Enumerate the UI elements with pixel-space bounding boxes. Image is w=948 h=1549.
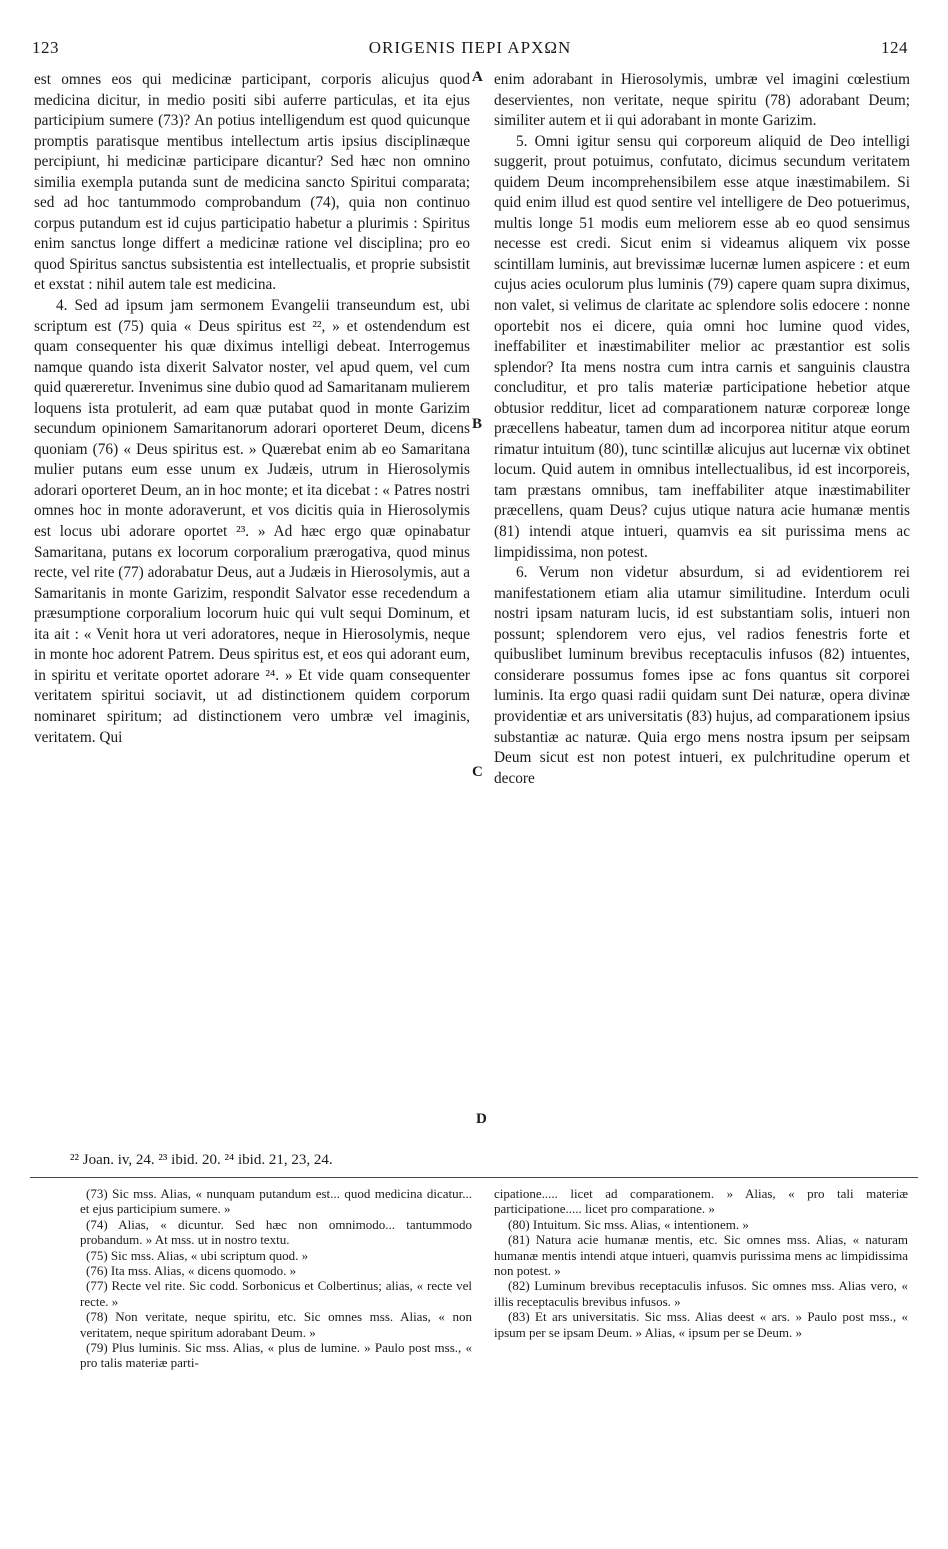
footnote: cipatione..... licet ad comparationem. » Alias, « pro tali materiæ participatione..... licet pro comparatione. » [494, 1186, 908, 1217]
footnote: (82) Luminum brevibus receptaculis infusos. Sic omnes mss. Alias vero, « illis receptaculis brevibus infusos. » [494, 1278, 908, 1309]
footnote: (80) Intuitum. Sic mss. Alias, « intentionem. » [508, 1216, 749, 1232]
running-title: ORIGENIS ΠΕΡΙ ΑΡΧΩΝ [368, 38, 572, 57]
left-text-column [34, 70, 470, 748]
left-paragraph: 4. Sed ad ipsum jam sermonem Evangelii transeundum est, ubi scriptum est (75) quia « Deus spiritus est ²², » et ostendendum est quam consequenter his quæ diximus intelligi debeat. Interrogemus namque quando ista dixerit Salvator noster, vel apud quem, vel cum quid quæreretur. Invenimus sine dubio quod ad Samaritanam mulierem loquens ista protulerit, ad eam quæ putabat quod in monte Garizim secundum opinionem Samaritanorum adorari oporteret Deum, dicens quoniam (76) « Deus spiritus est. » Quærebat enim ab eo Samaritana mulier putans eum esse unum ex Judæis, utrum in Hierosolymis adorari oporteret Deum, an in hoc monte; et ita dicebat : « Patres nostri omnes hoc in monte adoraverunt, et vos dicitis quia in Hierosolymis est locus ubi adorare oportet ²³. » Ad hæc ergo quæ opinabatur Samaritana, putans ex locorum corporalium prærogativa, quod minus recte, vel rite (77) adorabatur Deus, aut a Judæis in Hierosolymis, aut a Samaritanis in monte Garizim, respondit Salvator esse recedendum a præsumptione corporalium locorum huic qui vult sequi Dominum, et ita ait : « Venit hora ut veri adoratores, neque in Hierosolymis, neque in monte hoc adorent Patrem. Deus spiritus est, et eos qui adorant eum, in spiritu et veritate oportet adorare ²⁴. » Et vide quam consequenter veritatem spiritui sociavit, ut ad distinctionem quidem corporum nominaret spiritum; ad distinctionem vero umbræ vel imaginis, veritatem. Qui [34, 297, 470, 746]
footnote: (81) Natura acie humanæ mentis, etc. Sic omnes mss. Alias, « naturam humanæ mentis intendi atque intueri, quamvis purissima mens ac limpidissima non potest. » [494, 1232, 908, 1279]
footnote: (78) Non veritate, neque spiritu, etc. Sic omnes mss. Alias, « non veritatem, neque spiritum adorabant Deum. » [80, 1309, 472, 1340]
footnote: (74) Alias, « dicuntur. Sed hæc non omnimodo... tantummodo probandum. » At mss. ut in nostro textu. [80, 1216, 472, 1248]
margin-mark-b: B [472, 416, 483, 432]
right-text-column [494, 70, 910, 789]
footnote: (77) Recte vel rite. Sic codd. Sorbonicus et Colbertinus; alias, « recte vel recte. » [80, 1278, 472, 1309]
margin-mark-c: C [472, 764, 483, 780]
running-header [32, 38, 908, 64]
footnotes-right [494, 1186, 908, 1340]
footnote-divider [30, 1177, 918, 1178]
footnote: (73) Sic mss. Alias, « nunquam putandum est... quod medicina dicatur... et ejus participium sumere. » [80, 1186, 472, 1217]
left-paragraph: est omnes eos qui medicinæ participant, corporis alicujus quod medicina dicitur, in medio positi sibi auferre particulas, et ita ejus participium sumere (73)? An potius intelligendum est quod quicunque promptis paratisque mentibus intellectum artis ipsius disciplinæque percipiunt, hi medicinæ participare dicantur? Sed hæc non omnino similia exempla putanda sunt de medicina sancto Spiritui comparata; sed ad hoc tantummodo comprobandum (74), quia non continuo corpus putandum est id cujus participatio habetur a plurimis : Spiritus enim sanctus longe differt a medicinæ ratione vel disciplina; pro eo quod Spiritus sanctus subsistentia est intellectualis, et proprie subsistit et exstat : nihil autem tale est medicina. [34, 71, 470, 294]
page-number-left: 123 [32, 38, 59, 57]
margin-mark-d: D [476, 1111, 487, 1127]
right-paragraph: enim adorabant in Hierosolymis, umbræ vel imagini cœlestium deservientes, non veritate, neque spiritu (78) adorabant Deum; similiter autem et ii qui adorabant in monte Garizim. [494, 71, 910, 130]
footnote: (75) Sic mss. Alias, « ubi scriptum quod. » [86, 1247, 309, 1263]
footnote: (76) Ita mss. Alias, « dicens quomodo. » [86, 1263, 297, 1279]
page-number-right: 124 [881, 38, 908, 57]
right-paragraph: 5. Omni igitur sensu qui corporeum aliquid de Deo intelligi suggerit, prout potuimus, confutato, dicimus secundum veritatem quidem Deum incomprehensibilem esse atque inæstimabilem. Si quid enim illud est quod sentire vel intelligere de Deo potuerimus, multis longe 51 modis eum meliorem esse ab eo quod sensimus necesse est credi. Sicut enim si videamus aliquem vix posse scintillam luminis, aut brevissimæ lucernæ lumen aspicere : et eum cujus acies oculorum plus luminis (79) capere quam supra diximus, non valet, si velimus de claritate ac splendore solis edocere : nonne oportebit nos ei dicere, quia omni hoc lumine quod vides, ineffabiliter et inæstimabiliter melior ac præstantior est solis splendor? Ita mens nostra cum intra carnis et sanguinis claustra concluditur, et pro talis materiæ participatione hebetior atque obtusior redditur, licet ad comparationem naturæ corporeæ longe præcellens habeatur, tamen dum ad incorporea nititur atque eorum rimatur intuitum (80), tunc scintillæ alicujus aut lucernæ vix obtinet locum. Quid autem in omnibus intellectualibus, id est incorporeis, tam præstans omnibus, tam ineffabiliter atque inæstimabiliter præcellens, quam Deus? cujus utique natura acie humanæ mentis (81) intendi atque intueri, quamvis ea sit purissima mens ac limpidissima, non potest. [494, 132, 910, 561]
margin-mark-a: A [472, 69, 483, 85]
scripture-references: ²² Joan. iv, 24. ²³ ibid. 20. ²⁴ ibid. 21, 23, 24. [70, 1152, 333, 1168]
right-paragraph: 6. Verum non videtur absurdum, si ad evidentiorem rei manifestationem etiam alia utamur similitudine. Interdum oculi nostri ipsam naturam lucis, id est substantiam solis, intueri non possunt; splendorem vero ejus, vel radios fenestris forte et quibuslibet luminum brevibus receptaculis infusos (82) intuentes, considerare possumus fomes ipse ac fons quantus sit corporei luminis. Ita ergo quasi radii quidam sunt Dei naturæ, opera divinæ providentiæ et ars universitatis (83) hujus, ad comparationem ipsius substantiæ ac naturæ. Quia ergo mens nostra ipsum per seipsam Deum sicut est non potest intueri, ex pulchritudine operum et decore [494, 564, 910, 787]
footnote: (83) Et ars universitatis. Sic mss. Alias deest « ars. » Paulo post mss., « ipsum per se ipsam Deum. » Alias, « ipsum per se Deum. » [494, 1309, 908, 1340]
footnotes-left [80, 1186, 472, 1371]
footnote: (79) Plus luminis. Sic mss. Alias, « plus de lumine. » Paulo post mss., « pro talis materiæ parti- [80, 1340, 472, 1371]
